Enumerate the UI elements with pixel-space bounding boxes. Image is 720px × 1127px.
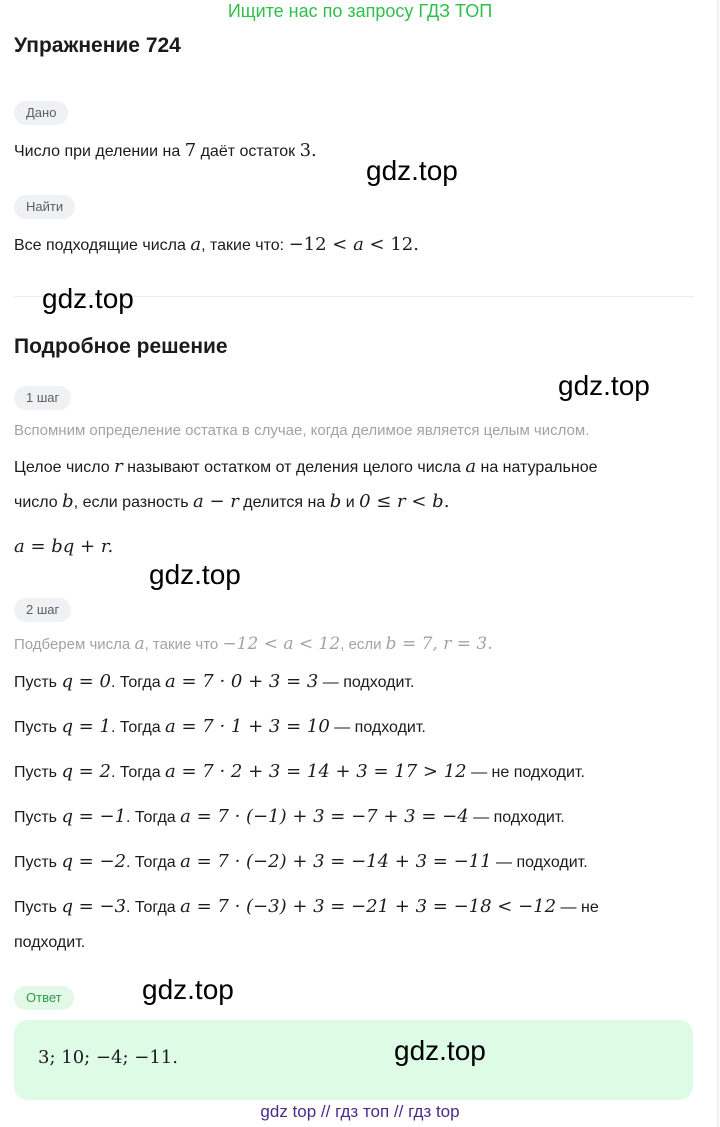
case-line	[14, 715, 426, 740]
find-part: Все подходящие числа	[14, 237, 191, 254]
case-q: q = −2	[61, 851, 127, 872]
case-post: — подходит.	[329, 719, 426, 736]
def-part: делится на	[238, 494, 330, 511]
case-tail: подходит.	[14, 934, 86, 951]
case-calc: a = 7 · (−2) + 3 = −14 + 3 = −11	[180, 851, 492, 872]
case-calc: a = 7 · 1 + 3 = 10	[165, 716, 330, 737]
hint-expr: b = 7, r = 3	[385, 634, 488, 654]
given-text	[14, 139, 317, 164]
watermark: gdz.top	[558, 370, 650, 401]
given-number: 3	[299, 140, 312, 161]
def-part: называют остатком от деления целого числа	[122, 459, 466, 476]
case-q: q = 0	[61, 671, 111, 692]
case-calc: a = 7 · (−3) + 3 = −21 + 3 = −18 < −12	[180, 896, 557, 917]
watermark: gdz.top	[394, 1035, 486, 1066]
answer-value: 3; 10; −4; −11.	[38, 1047, 178, 1068]
find-var: a	[353, 234, 364, 255]
case-line	[14, 670, 414, 695]
case-mid: . Тогда	[110, 764, 166, 781]
given-part: .	[311, 140, 317, 161]
case-calc: a = 7 · (−1) + 3 = −7 + 3 = −4	[180, 806, 469, 827]
case-post: — подходит.	[318, 674, 415, 691]
find-ineq: −12 <	[288, 234, 354, 255]
solution-title: Подробное решение	[14, 335, 228, 358]
step2-label: 2 шаг	[14, 598, 71, 622]
def-var: a	[465, 456, 477, 477]
case-post: — подходит.	[491, 854, 588, 871]
hint-part: , если	[340, 636, 386, 653]
case-calc: a = 7 · 0 + 3 = 3	[165, 671, 319, 692]
case-q: q = 1	[61, 716, 111, 737]
hint-var: a	[134, 634, 145, 654]
case-mid: . Тогда	[126, 899, 181, 916]
case-pre: Пусть	[14, 719, 62, 736]
given-label: Дано	[14, 101, 68, 125]
exercise-title: Упражнение 724	[14, 34, 181, 57]
watermark: gdz.top	[142, 974, 234, 1005]
find-text	[14, 233, 419, 258]
case-mid: . Тогда	[126, 854, 181, 871]
answer-label: Ответ	[14, 986, 74, 1010]
given-number: 7	[184, 140, 197, 161]
case-line	[14, 760, 585, 785]
step1-formula: a = bq + r.	[14, 536, 114, 557]
def-part: на натуральное	[476, 459, 598, 476]
def-var: b	[329, 491, 342, 512]
watermark: gdz.top	[366, 155, 458, 186]
def-var: r	[114, 456, 123, 477]
hint-part: .	[487, 634, 493, 654]
page-border	[717, 0, 719, 1127]
def-part: Целое число	[14, 459, 115, 476]
def-part: , если разность	[73, 494, 193, 511]
case-line	[14, 895, 599, 920]
step1-hint: Вспомним определение остатка в случае, когда делимое является целым числом.	[14, 422, 590, 439]
def-part: число	[14, 494, 63, 511]
def-expr: a − r	[192, 491, 239, 512]
find-var: a	[190, 234, 202, 255]
watermark: gdz.top	[149, 559, 241, 590]
def-part: .	[443, 491, 450, 512]
case-pre: Пусть	[14, 674, 62, 691]
case-post: — не подходит.	[466, 764, 585, 781]
footer-links[interactable]: gdz top // гдз топ // гдз top	[260, 1102, 460, 1121]
def-expr: 0 ≤ r < b	[359, 491, 444, 512]
step1-definition-line1	[14, 455, 597, 480]
case-mid: . Тогда	[110, 674, 166, 691]
step1-definition-line2	[14, 490, 449, 515]
case-pre: Пусть	[14, 854, 62, 871]
case-pre: Пусть	[14, 764, 62, 781]
case-line	[14, 805, 565, 830]
find-label: Найти	[14, 195, 75, 219]
case-q: q = −3	[61, 896, 127, 917]
case-mid: . Тогда	[110, 719, 166, 736]
case-pre: Пусть	[14, 809, 62, 826]
find-part: , такие что:	[201, 237, 289, 254]
case-post: — подходит.	[468, 809, 565, 826]
def-var: b	[62, 491, 74, 512]
step2-hint	[14, 632, 493, 657]
search-banner: Ищите нас по запросу ГДЗ ТОП	[227, 1, 493, 21]
hint-part: , такие что	[144, 636, 223, 653]
step1-label: 1 шаг	[14, 386, 71, 410]
find-ineq: < 12	[363, 234, 414, 255]
case-line	[14, 850, 588, 875]
case-post: — не	[556, 899, 599, 916]
hint-expr: −12 < a < 12	[222, 634, 341, 654]
given-part: Число при делении на	[14, 143, 185, 160]
case-mid: . Тогда	[126, 809, 181, 826]
case-calc: a = 7 · 2 + 3 = 14 + 3 = 17 > 12	[165, 761, 467, 782]
hint-part: Подберем числа	[14, 636, 135, 653]
case-q: q = 2	[61, 761, 111, 782]
watermark: gdz.top	[42, 283, 134, 314]
case-pre: Пусть	[14, 899, 62, 916]
given-part: даёт остаток	[196, 143, 300, 160]
find-part: .	[413, 234, 419, 255]
case-q: q = −1	[61, 806, 127, 827]
def-part: и	[341, 494, 360, 511]
